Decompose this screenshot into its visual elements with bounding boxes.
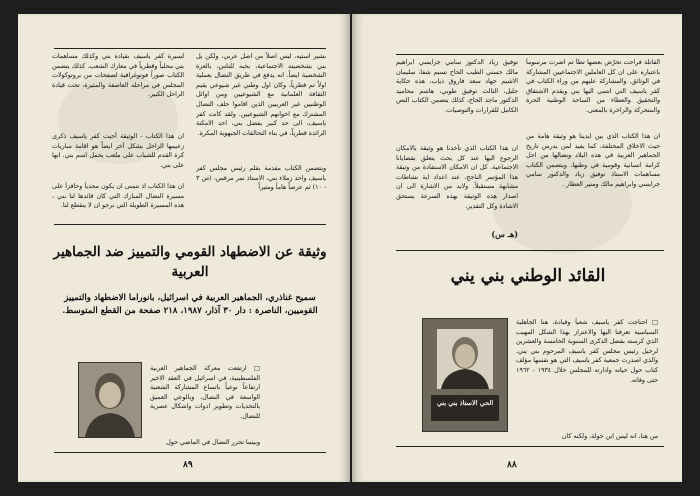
article-subhead: سميح غناذري، الجماهير العربية في اسرائيل، بانوراما الاضطهاد والتمييز القوميين، الناصرة : دار ٣٠ آذار، ١٩٨٧، ٢١٨ صفحة من القطع المتوسط. <box>62 293 318 316</box>
author-portrait-photo <box>78 362 142 438</box>
column-left-top: توفيق زياد الدكتور سامي جرايسي ابراهيم مالك حسني الطيب الحاج نسيم شفا، سليمان الاشيم جهاد سعد فاروق ذياب، هذه حكاية جليل، الثالث توفيق طوبي، هاشم محاميد الدكتور ماجد الحاج، كذلك يتضمن الكتاب النص الكامل للقرارات والتوصيات. <box>396 59 518 114</box>
article-body-continued: وبينما تحرر النضال في الماضي حول <box>166 439 260 446</box>
top-rule <box>396 54 664 55</box>
book-cover-icon <box>423 319 507 431</box>
article-body: □ ارتفعت معركة الجماهير العربية الفلسطينية، في اسرائيل في العقد الاخير ارتفاعاً نوعياً باتساع المشاركة الشعبية الواسعة في النضال، وبالوعي العميق بالتحديات وتطوير ادوات واشكال عصرية للنضال. <box>150 365 260 420</box>
portrait-icon <box>79 363 141 437</box>
article-body: □ احتاجت كفر ياسيف شعباً وقيادة، هنا الجاهلية السياسية تعرفنا اليها والاعتزاز بهذا الشكل المهيب الذي كرسته بفضل الذكرى السنوية الخامسة والعشرين لرحيل رئيس مجلس كفر ياسيف المرحوم بني يني. والذي اصدرت جمعية كفر ياسيف التي هو نفسها مؤلف كتاب حول حياته وادارته للمجلس خلال ١٩٣٤ - ١٩٦٢ حتى وفاته. <box>516 319 658 384</box>
left-page <box>18 14 350 482</box>
right-page <box>352 14 682 482</box>
book-cover-photo <box>422 318 508 432</box>
column-right-top: القاتلة فراحت تحرّض بعضها تطأ ثم اضرت مرسوماً باعتباره على ان كل العاملين الاجتماعيين المشاركة في الوثائق. والمشاركة عليهم من وراء الكتاب في كفر ياسيف التي انتمى اليها بني ويقدم الاشتقاق والتحقيق والعطاء من الساحة الوطنية الحرة والمتحركة والزاخرة بالمعنى. <box>526 59 660 114</box>
page-number: ٨٨ <box>507 460 517 470</box>
page-number: ٨٩ <box>183 460 193 470</box>
reviewer-signature: (هـ س) <box>491 229 518 239</box>
column-left-top: لسيرة كفر ياسيف بقيادة بني وكذلك مساهمات بني محلياً وقطرياً في معارك الشعب. كذلك يتضمن الكتاب صوراً فوتوغرافية لصفحات من بروتوكولات المجلس في مراحله العاصفة والمثيرة، تحت قيادة الراحل الكبير. <box>52 53 184 99</box>
article-headline: القائد الوطني بني يني <box>450 266 606 286</box>
section-rule <box>396 250 664 251</box>
bottom-rule <box>54 452 326 453</box>
bottom-rule <box>396 446 664 447</box>
top-rule <box>54 48 326 49</box>
column-right-mid: ان هذا الكتاب الذي بين ايدينا هو وثيقة هامة من حيث الاخلاق المختلفة، كما يفيد لمن يدرس تاريخ الجماهير العربية في هذه البلاد ونضالها من اجل كرامة انسانية وقومية في وطنها، ويتضمن الكتاب مساهمات الاستاذ توفيق زياد والدكتور سامي جرايسي وابراهيم مالك ومنير العطار . <box>526 133 660 188</box>
column-left-mid: ان هذا الكتاب - الوثيقة أحيت كفر ياسيف ذكرى زعيمها الراحل بشكل آخر ايضاً هو اقامة مباريات كرة القدم للشباب على ملعب يحمل اسم بني. انها على بني. <box>52 133 184 169</box>
column-left-bottom: ان هذا الكتاب اذ نتمنى ان يكون مجدياً وحافزاً على مسيرة النضال المبارك التي كان قائدها لنا بني ، هذه المسيرة الطويلة التي نرجو ان لا ينقطع لنا. <box>52 183 184 210</box>
book-cover-title: الحي الاستاذ بني بني <box>436 399 494 407</box>
section-rule <box>54 224 326 225</box>
column-right-mid: ويتضمن الكتاب مقدمة بقلم رئيس مجلس كفر ياسيف واحد زملاء بني، الاستاذ نمر مرقس، (ص ٣ - ١٠) ثم عرضاً هاماً ومثيراً <box>196 165 326 192</box>
column-left-mid: ان هذا الكتاب الذي تأخذنا هو وثيقة بالامكان الرجوع اليها عند كل بحث يتعلق بقضايانا الاجتماعية. كل ان الامكان الاستفادة من وثيقة هذا المؤتمر الناجح، عند اعداد اية نشاطات مشابهة مستقبلاً. ولابد من الاشارة الى ان اصدار هذه الوثيقة بهذه السرعة يستحق الاشادة وكل التقدير. <box>396 145 518 210</box>
article-body-continued: من هنا، انه ليس ابن حولة، ولكنه كان <box>561 433 658 440</box>
article-headline: وثيقة عن الاضطهاد القومي والتمييز ضد الجماهير العربية <box>53 244 327 280</box>
column-right-top: بشير استيه، ليس اصلاً من اصل عربي، ولكن بل بني بشخصيته الاجتماعية، بحبه للناس، بالعزة الشخصية ايضاً. انه يدفع في طريق النضال بعملية اولاً ثم قطرياً، وكان اول وطني غير شيوعي يقيم الثقافة العلمانية مع الشيوعيين ومن اوائل الوطنيين غير العربيين الذين اقاموا حلف النضال المشترك مع اخوانهم الشيوعيين. ولقد كانت كفر ياسيف، الى حد كبير بفضل بني، احد الامكنة الرائدة قطرياً، في بناء التحالفات الجبهوية المكرة. <box>196 53 326 137</box>
